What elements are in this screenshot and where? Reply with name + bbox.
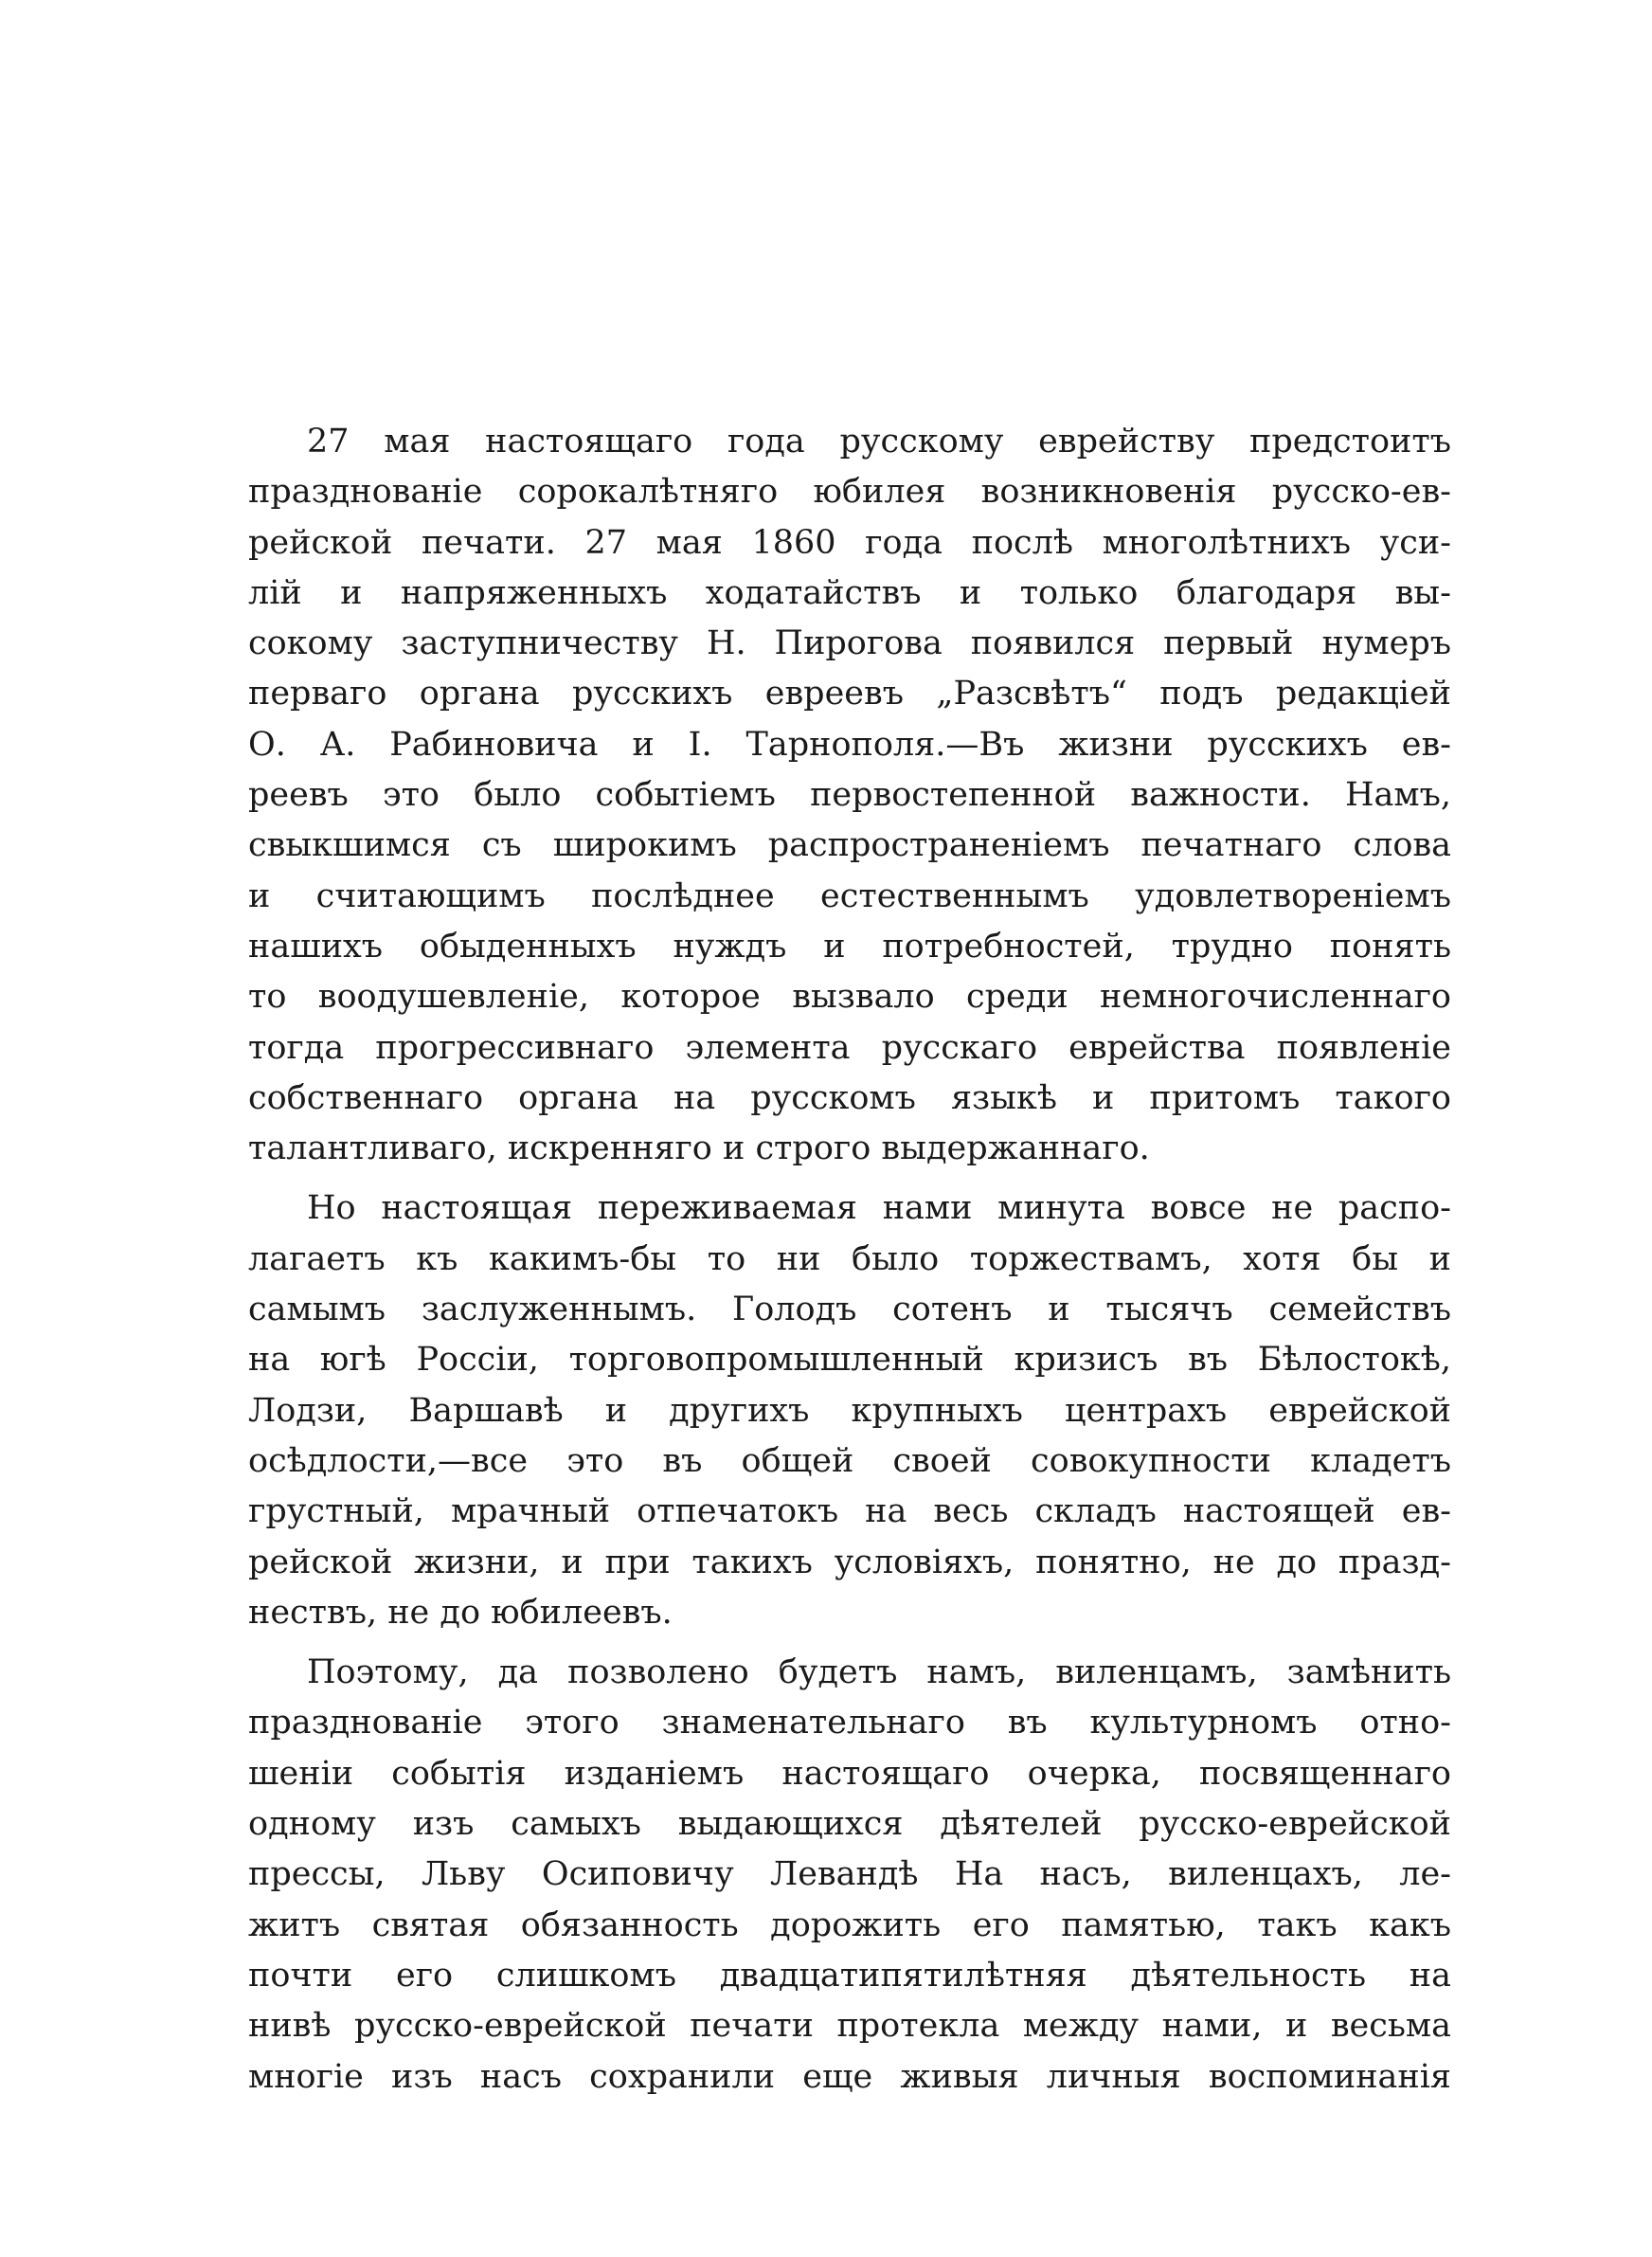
paragraph-1-line: О. А. Рабиновича и І. Тарнополя.—Въ жизни русскихъ ев-	[248, 725, 1451, 764]
paragraph-2-line: лагаетъ къ какимъ-бы то ни было торжествамъ, хотя бы и	[248, 1239, 1451, 1278]
paragraph-2-line: грустный, мрачный отпечатокъ на весь складъ настоящей ев-	[248, 1492, 1451, 1531]
paragraph-3-line: одному изъ самыхъ выдающихся дѣятелей русско-еврейской	[248, 1805, 1451, 1844]
paragraph-3-line: шеніи событія изданіемъ настоящаго очерка, посвященнаго	[248, 1754, 1451, 1793]
paragraph-2-line: Но настоящая переживаемая нами минута вовсе не распо-	[307, 1189, 1451, 1228]
paragraph-1-line: свыкшимся съ широкимъ распространеніемъ печатнаго слова	[248, 826, 1451, 865]
paragraph-separator	[248, 1638, 1451, 1648]
paragraph-1-line: тогда прогрессивнаго элемента русскаго еврейства появленіе	[248, 1028, 1451, 1067]
paragraph-separator	[248, 1174, 1451, 1183]
paragraph-1-line: и считающимъ послѣднее естественнымъ удовлетвореніемъ	[248, 876, 1451, 915]
paragraph-3-line: прессы, Льву Осиповичу Левандѣ На насъ, виленцахъ, ле-	[248, 1855, 1451, 1894]
paragraph-2-line: рейской жизни, и при такихъ условіяхъ, понятно, не до празд-	[248, 1543, 1451, 1581]
paragraph-3-line: Поэтому, да позволено будетъ намъ, виленцамъ, замѣнить	[307, 1653, 1451, 1692]
paragraph-1-line: перваго органа русскихъ евреевъ „Разсвѣтъ“ подъ редакціей	[248, 675, 1451, 713]
body-text	[248, 417, 1451, 2103]
paragraph-1-line: талантливаго, искренняго и строго выдержаннаго.	[248, 1129, 1150, 1168]
paragraph-1-line: реевъ это было событіемъ первостепенной важности. Намъ,	[248, 776, 1451, 815]
paragraph-1-line: лій и напряженныхъ ходатайствъ и только благодаря вы-	[248, 573, 1451, 612]
paragraph-3-line: нивѣ русско-еврейской печати протекла между нами, и весьма	[248, 2007, 1451, 2046]
paragraph-1-line: то воодушевленіе, которое вызвало среди немногочисленнаго	[248, 978, 1451, 1017]
paragraph-2-line: Лодзи, Варшавѣ и другихъ крупныхъ центрахъ еврейской	[248, 1391, 1451, 1430]
paragraph-1-line: рейской печати. 27 мая 1860 года послѣ многолѣтнихъ уси-	[248, 523, 1451, 562]
paragraph-2-line: нествъ, не до юбилеевъ.	[248, 1593, 673, 1632]
paragraph-2-line: самымъ заслуженнымъ. Голодъ сотенъ и тысячъ семействъ	[248, 1291, 1451, 1329]
paragraph-1-line: празднованіе сорокалѣтняго юбилея возникновенія русско-ев-	[248, 473, 1451, 512]
paragraph-3-line: житъ святая обязанность дорожить его памятью, такъ какъ	[248, 1905, 1451, 1944]
paragraph-2-line: на югѣ Россіи, торговопромышленный кризисъ въ Бѣлостокѣ,	[248, 1341, 1451, 1380]
paragraph-1-line: нашихъ обыденныхъ нуждъ и потребностей, трудно понять	[248, 927, 1451, 966]
paragraph-2-line: осѣдлости,—все это въ общей своей совокупности кладетъ	[248, 1441, 1451, 1480]
paragraph-3-line: почти его слишкомъ двадцатипятилѣтняя дѣятельность на	[248, 1956, 1451, 1995]
paragraph-1-line: 27 мая настоящаго года русскому еврейству предстоитъ	[307, 423, 1451, 460]
paragraph-1-line: собственнаго органа на русскомъ языкѣ и притомъ такого	[248, 1078, 1451, 1117]
paragraph-3-line: многіе изъ насъ сохранили еще живыя личныя воспоминанія	[248, 2057, 1451, 2096]
paragraph-3-line: празднованіе этого знаменательнаго въ культурномъ отно-	[248, 1704, 1451, 1742]
paragraph-1-line: сокому заступничеству Н. Пирогова появился первый нумеръ	[248, 624, 1451, 663]
